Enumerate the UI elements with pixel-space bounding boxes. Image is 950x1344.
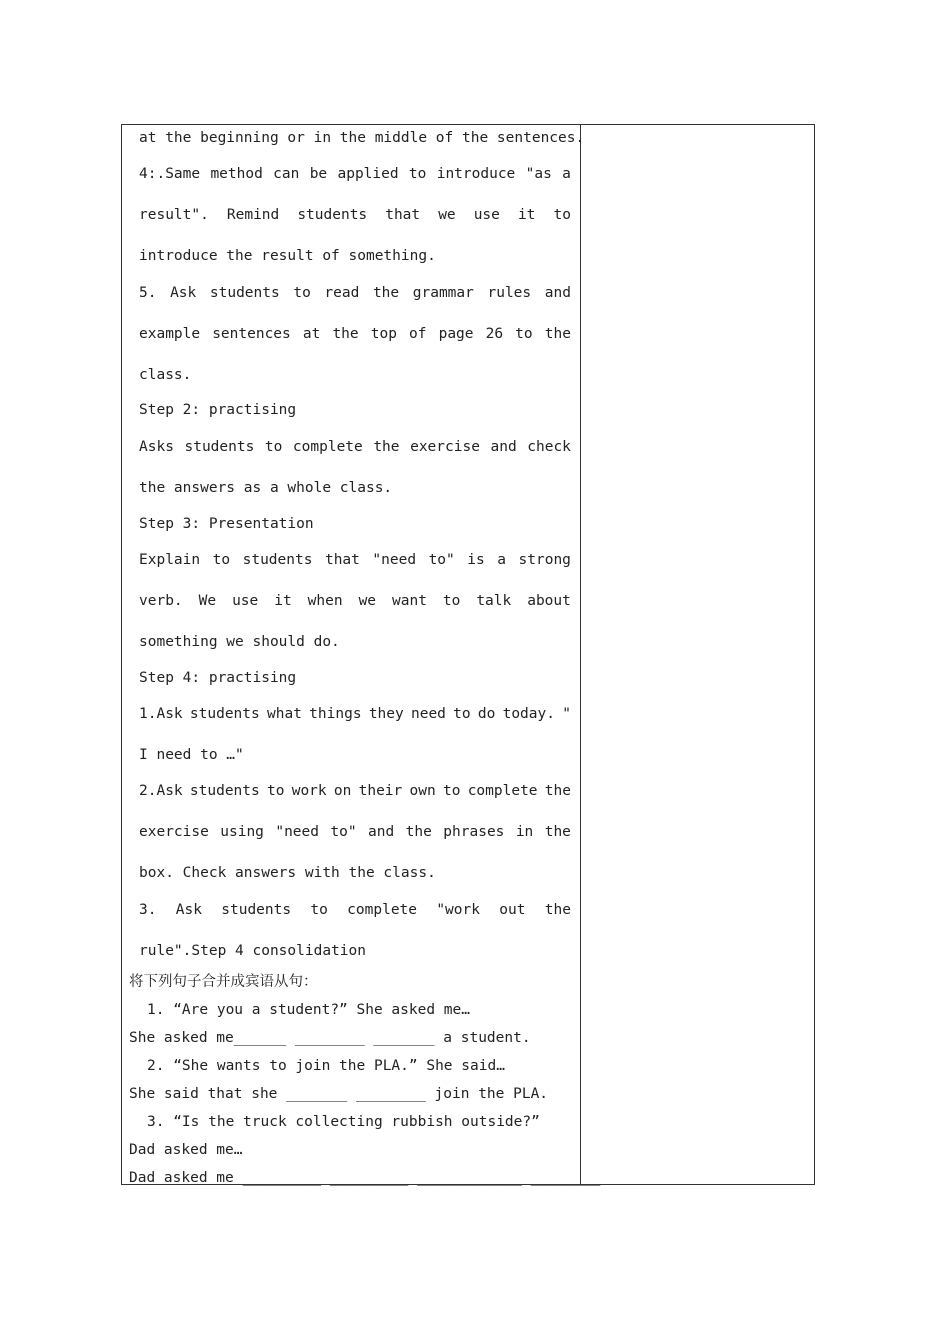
word: that	[385, 207, 421, 223]
text-line: at the beginning or in the middle of the sentences.	[139, 130, 585, 146]
word: things	[309, 706, 362, 722]
word: work	[291, 783, 327, 799]
exercise-answer: She said that she _______ ________ join the PLA.	[129, 1086, 549, 1102]
word: to"	[428, 552, 455, 568]
word: Ask	[170, 285, 197, 301]
word: to	[264, 439, 283, 455]
word: students	[242, 552, 313, 568]
word: 5.	[139, 285, 157, 301]
word: strong	[518, 552, 571, 568]
word: complete	[467, 783, 538, 799]
text-line: rule".Step 4 consolidation	[139, 943, 366, 959]
word: the	[544, 326, 571, 342]
word: the	[373, 439, 400, 455]
word: read	[324, 285, 360, 301]
word: use	[473, 207, 500, 223]
word: complete	[292, 439, 363, 455]
exercise-question: 1. “Are you a student?” She asked me…	[147, 1002, 471, 1018]
word: applied	[337, 166, 399, 182]
word: complete	[347, 902, 418, 918]
text-line	[139, 592, 571, 610]
text-line	[139, 705, 571, 723]
word: be	[309, 166, 328, 182]
text-line: box. Check answers with the class.	[139, 865, 436, 881]
word: to"	[330, 824, 357, 840]
text-line	[139, 901, 571, 919]
word: a	[497, 552, 507, 568]
text-line	[139, 551, 571, 569]
text-line	[139, 325, 571, 343]
word: 1.Ask	[139, 706, 183, 722]
column-divider	[580, 124, 581, 1185]
word: in	[515, 824, 534, 840]
word: and	[368, 824, 395, 840]
word: to	[442, 783, 461, 799]
word: "need	[275, 824, 319, 840]
exercise-heading: 将下列句子合并成宾语从句：	[129, 974, 318, 990]
word: the	[544, 783, 571, 799]
step-heading: Step 4: practising	[139, 670, 297, 686]
word: out	[499, 902, 526, 918]
word: we	[438, 207, 456, 223]
word: do	[477, 706, 496, 722]
word: to	[553, 207, 571, 223]
word: about	[527, 593, 571, 609]
word: it	[274, 593, 292, 609]
word: Ask	[175, 902, 202, 918]
word: result".	[139, 207, 209, 223]
word: and	[544, 285, 571, 301]
exercise-question: 2. “She wants to join the PLA.” She said…	[147, 1058, 505, 1074]
word: Explain	[139, 552, 201, 568]
exercise-answer: Dad asked me _________ _________ ____________ ________	[129, 1170, 601, 1186]
text-line: introduce the result of something.	[139, 248, 436, 264]
word: introduce	[436, 166, 516, 182]
word: page	[438, 326, 474, 342]
word: students	[297, 207, 368, 223]
step-heading: Step 3: Presentation	[139, 516, 314, 532]
word: can	[273, 166, 300, 182]
word: want	[392, 593, 427, 609]
word: rules	[487, 285, 532, 301]
word: phrases	[443, 824, 505, 840]
word: 3.	[139, 902, 157, 918]
word: to	[408, 166, 427, 182]
text-line	[139, 782, 571, 800]
word: 2.Ask	[139, 783, 183, 799]
word: 26	[485, 326, 504, 342]
text-line	[139, 284, 571, 302]
word: verb.	[139, 593, 183, 609]
word: to	[515, 326, 533, 342]
text-line: class.	[139, 367, 192, 383]
word: Asks	[139, 439, 174, 455]
word: students	[184, 439, 255, 455]
word: the	[332, 326, 359, 342]
word: method	[210, 166, 263, 182]
word: is	[467, 552, 485, 568]
word: students	[221, 902, 292, 918]
word: to	[212, 552, 231, 568]
text-line	[139, 438, 571, 456]
word: to	[442, 593, 461, 609]
word: what	[267, 706, 302, 722]
word: to	[267, 783, 285, 799]
word: to	[453, 706, 471, 722]
word: the	[405, 824, 432, 840]
word: at	[302, 326, 321, 342]
word: exercise	[139, 824, 209, 840]
word: need	[410, 706, 446, 722]
word: a	[562, 166, 571, 182]
word: we	[358, 593, 377, 609]
word: students	[189, 706, 260, 722]
exercise-question: Dad asked me…	[129, 1142, 243, 1158]
word: check	[527, 439, 571, 455]
word: exercise	[410, 439, 480, 455]
word: own	[409, 783, 436, 799]
word: they	[368, 706, 404, 722]
word: it	[517, 207, 536, 223]
word: "need	[372, 552, 417, 568]
text-line	[139, 165, 571, 183]
word: talk	[476, 593, 512, 609]
word: top	[370, 326, 397, 342]
word: their	[358, 783, 403, 799]
exercise-question: 3. “Is the truck collecting rubbish outside?”	[147, 1114, 540, 1130]
text-line: something we should do.	[139, 634, 340, 650]
word: "as	[525, 166, 552, 182]
word: of	[409, 326, 427, 342]
word: students	[189, 783, 260, 799]
word: "work	[436, 902, 480, 918]
text-line: the answers as a whole class.	[139, 480, 393, 496]
word: using	[220, 824, 264, 840]
text-line	[139, 823, 571, 841]
word: to	[310, 902, 328, 918]
step-heading: Step 2: practising	[139, 402, 297, 418]
word: We	[198, 593, 217, 609]
word: that	[324, 552, 360, 568]
word: the	[544, 902, 571, 918]
text-line: I need to …"	[139, 747, 244, 763]
word: to	[293, 285, 311, 301]
word: example	[139, 326, 201, 342]
word: sentences	[212, 326, 291, 342]
word: Remind	[226, 207, 280, 223]
word: the	[372, 285, 400, 301]
word: today.	[502, 706, 555, 722]
word: on	[333, 783, 352, 799]
word: "	[562, 706, 571, 722]
word: use	[232, 593, 259, 609]
word: and	[490, 439, 517, 455]
word: 4:.Same	[139, 166, 201, 182]
word: students	[209, 285, 280, 301]
text-line	[139, 206, 571, 224]
word: grammar	[412, 285, 474, 301]
word: the	[544, 824, 571, 840]
word: when	[307, 593, 343, 609]
exercise-answer: She asked me______ ________ _______ a student.	[129, 1030, 531, 1046]
